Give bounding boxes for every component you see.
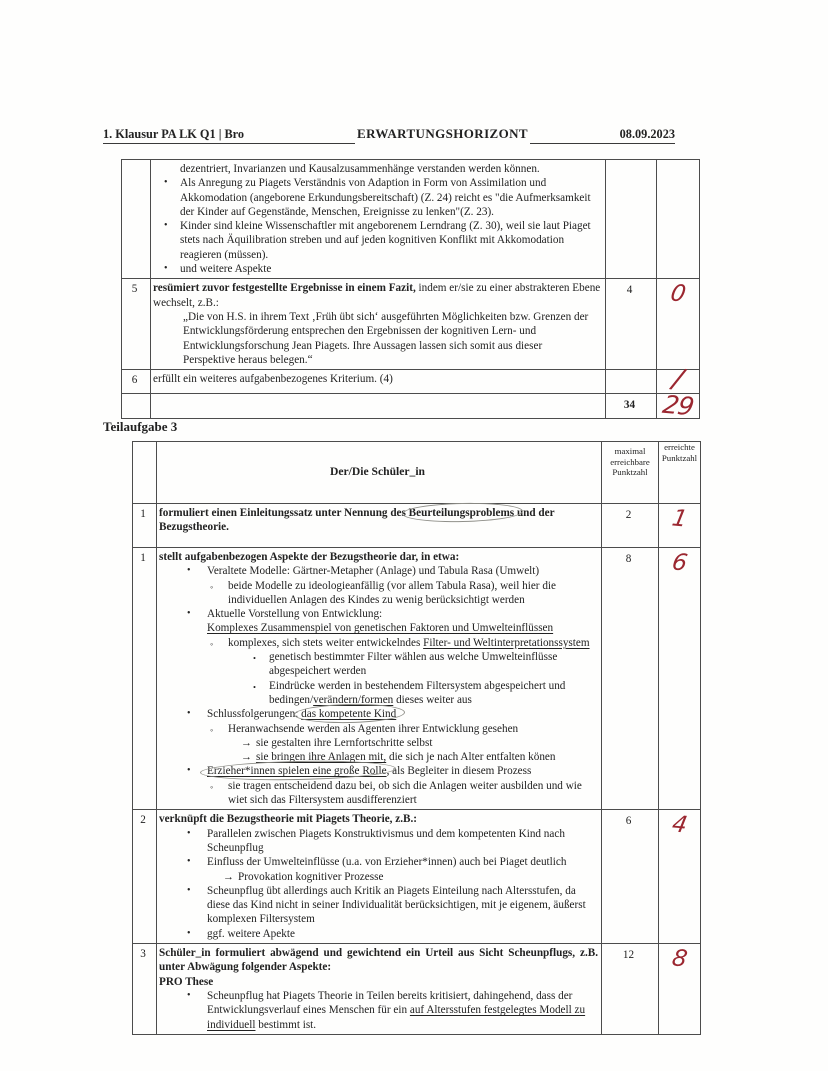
header-criteria-label: Der/Die Schüler_in <box>157 442 602 503</box>
max-points-cell: 12 <box>602 944 659 1034</box>
earned-points-cell <box>657 361 699 396</box>
max-points-cell: 34 <box>606 394 657 418</box>
table-row <box>133 548 700 810</box>
earned-points-cell <box>659 810 700 943</box>
row-number: 1 <box>133 548 157 809</box>
page-header <box>103 126 675 144</box>
handwritten-score: 8 <box>669 945 690 973</box>
text-segment: und der Bezugstheorie. <box>159 507 555 534</box>
earned-points-cell <box>659 548 700 809</box>
criteria-line: • Parallelen zwischen Piagets Konstruktivismus und dem kompetenten Kind nach Scheunpflug <box>187 827 565 854</box>
exam-date: 08.09.2023 <box>530 127 675 144</box>
row-number: 2 <box>133 810 157 943</box>
bullet-marker: • <box>187 927 191 939</box>
max-points-cell: 6 <box>602 810 659 943</box>
table-row <box>122 390 699 422</box>
handwritten-score: 1 <box>669 505 690 533</box>
criteria-cell <box>151 394 606 418</box>
table-row <box>133 944 700 1034</box>
exam-title: 1. Klausur PA LK Q1 | Bro <box>103 127 355 144</box>
text-segment: verändern/formen <box>313 693 394 706</box>
criteria-line: • Als Anregung zu Piagets Verständnis von Adaption in Form von Assimilation und Akkomodation (angeborene Erkundungsbereitschaft) (Z. 24) reicht es "die Aufmerksamkeit der Kinder auf Gegenstände, Menschen, Ereignisse zu lenken"(Z. 23). <box>164 177 591 218</box>
bullet-marker: • <box>187 765 191 777</box>
text-segment: auf Altersstufen festgelegtes Modell zu individuell <box>207 1004 586 1031</box>
text-segment: PRO These <box>159 975 214 988</box>
criteria-cell <box>151 370 606 393</box>
criteria-line: ◦ Heranwachsende werden als Agenten ihrer Entwicklung gesehen <box>157 722 598 736</box>
text-segment: Filter- und Weltinterpretationssystem <box>423 636 590 649</box>
header-max-points-label: maximal erreichbare Punktzahl <box>602 442 659 503</box>
criteria-line: • Eindrücke werden in bestehendem Filtersystem abgespeichert und bedingen/verändern/formen dieses weiter aus <box>253 679 566 706</box>
criteria-line <box>157 506 598 535</box>
criteria-cell <box>151 160 606 278</box>
section-title: Teilaufgabe 3 <box>103 419 178 434</box>
criteria-line: → Provokation kognitiver Prozesse <box>223 870 384 883</box>
criteria-table-teilaufgabe3 <box>132 441 701 1035</box>
earned-points-cell <box>657 160 699 278</box>
row-number <box>122 394 151 418</box>
bullet-marker: → <box>241 751 252 764</box>
bullet-marker: • <box>187 989 191 1001</box>
max-points-cell: 4 <box>606 279 657 369</box>
row-number <box>122 160 151 278</box>
criteria-line <box>157 975 598 989</box>
header-earned-points-label: erreichte Punktzahl <box>661 442 698 463</box>
criteria-table-teilaufgabe2 <box>121 159 700 422</box>
bullet-marker: • <box>164 263 168 275</box>
criteria-line: resümiert zuvor festgestellte Ergebnisse in einem Fazit, indem er/sie zu einer abstrakteren Ebene wechselt, z.B.: <box>153 282 601 309</box>
criteria-line: ◦ sie tragen entscheidend dazu bei, ob sich die Anlagen weiter ausbilden und wie wiet sich das Filtersystem ausdifferenziert <box>210 779 582 807</box>
criteria-line: ◦ komplexes, sich stets weiter entwickelndes Filter- und Weltinterpretationssystem <box>157 636 598 650</box>
text-segment: Schüler_in formuliert abwägend und gewichtend ein Urteil aus Sicht Scheunpflugs, z.B. unter Abwägung folgender Aspekte: <box>159 947 598 974</box>
max-points-cell: 2 <box>602 504 659 547</box>
handwritten-score: 0 <box>668 280 688 308</box>
header-number-cell <box>133 442 157 503</box>
bullet-marker: • <box>164 220 168 232</box>
criteria-line: • Veraltete Modelle: Gärtner-Metapher (Anlage) und Tabula Rasa (Umwelt) <box>187 565 540 578</box>
table-row <box>133 810 700 944</box>
criteria-line <box>157 946 598 975</box>
bullet-marker: • <box>253 653 256 664</box>
criteria-line: • und weitere Aspekte <box>164 263 272 276</box>
pencil-circle-annotation: Erzieher*innen spielen eine große Rolle <box>207 765 387 778</box>
criteria-line: → sie bringen ihre Anlagen mit, die sich je nach Alter entfalten könen <box>241 751 556 764</box>
criteria-line: dezentriert, Invarianzen und Kausalzusammenhänge verstanden werden können. <box>180 163 540 175</box>
handwritten-score: 6 <box>669 549 690 577</box>
bullet-marker: ◦ <box>210 781 214 792</box>
bullet-marker: • <box>187 827 191 839</box>
bullet-marker: → <box>241 736 252 749</box>
table-header-row <box>133 442 700 504</box>
criteria-line <box>157 550 598 564</box>
criteria-line: • Kinder sind kleine Wissenschaftler mit angeborenem Lerndrang (Z. 30), weil sie laut Piaget stets nach Äquilibration streben und auf jeden kognitiven Konflikt mit Akkomodation reagieren (müssen). <box>164 220 591 261</box>
max-points-cell: 8 <box>602 548 659 809</box>
criteria-line: • Aktuelle Vorstellung von Entwicklung: <box>187 608 383 621</box>
max-points-cell <box>606 160 657 278</box>
row-number: 3 <box>133 944 157 1034</box>
document-title: ERWARTUNGSHORIZONT <box>357 126 528 141</box>
table-row <box>122 160 699 279</box>
text-segment: resümiert zuvor festgestellte Ergebnisse in einem Fazit, <box>153 282 416 295</box>
criteria-line: • Scheunpflug übt allerdings auch Kritik an Piagets Einteilung nach Altersstufen, da diese das Kind nicht in seiner Individualität berücksichtigen, mit je eigenem, äußerst komplexen Filtersystem <box>187 884 586 926</box>
text-segment: formuliert einen Einleitungssatz unter Nennung des <box>159 507 409 519</box>
criteria-line: • genetisch bestimmter Filter wählen aus welche Umwelteinflüsse abgespeichert werden <box>253 651 558 678</box>
text-segment: stellt aufgabenbezogen Aspekte der Bezugstheorie dar, in etwa: <box>159 551 460 563</box>
bullet-marker: • <box>187 856 191 868</box>
earned-points-cell <box>659 944 700 1034</box>
criteria-cell <box>157 548 602 809</box>
criteria-line: „Die von H.S. in ihrem Text ‚Früh übt sich‘ ausgeführten Möglichkeiten bzw. Grenzen der Entwicklungsförderung entsprechen den Ergebnissen der kognitiven Lern- und Entwicklungsforschung Jean Piagets. Ihre Aussagen lassen sich somit aus dieser Perspektive heraus belegen.“ <box>183 310 589 366</box>
row-number: 6 <box>122 370 151 393</box>
max-points-cell <box>606 370 657 393</box>
bullet-marker: ◦ <box>210 724 214 735</box>
bullet-marker: • <box>187 565 191 577</box>
bullet-marker: • <box>253 681 256 692</box>
text-segment: verknüpft die Bezugstheorie mit Piagets Theorie, z.B.: <box>159 813 418 826</box>
handwritten-score: / <box>670 361 687 396</box>
criteria-line: • Einfluss der Umwelteinflüsse (u.a. von Erzieher*innen) auch bei Piaget deutlich <box>187 856 567 869</box>
criteria-line: • Erzieher*innen spielen eine große Rolle, als Begleiter in diesem Prozess <box>187 765 532 778</box>
bullet-marker: • <box>187 884 191 896</box>
criteria-line: → sie gestalten ihre Lernfortschritte selbst <box>241 736 433 749</box>
bullet-marker: → <box>223 870 234 883</box>
criteria-line: • Schlussfolgerungen: das kompetente Kind <box>187 708 397 721</box>
table-row <box>122 361 699 396</box>
bullet-marker: • <box>164 177 168 189</box>
row-number: 1 <box>133 504 157 547</box>
bullet-marker: ◦ <box>210 638 214 649</box>
criteria-cell <box>151 279 606 369</box>
criteria-line: ◦ beide Modelle zu ideologieanfällig (vor allem Tabula Rasa), weil hier die individuellen Anlagen des Kindes zu wenig berücksichtigt werden <box>210 579 556 606</box>
criteria-cell <box>157 504 602 547</box>
table-row <box>133 504 700 548</box>
bullet-marker: ◦ <box>210 581 214 592</box>
text-segment: Komplexes Zusammenspiel von genetischen Faktoren und Umwelteinflüssen <box>207 622 554 635</box>
table-row <box>122 279 699 370</box>
pencil-circle-annotation: Beurteilungsproblems <box>408 507 515 519</box>
earned-points-cell <box>659 504 700 547</box>
handwritten-score: 29 <box>660 390 696 422</box>
criteria-line: erfüllt ein weiteres aufgabenbezogenes Kriterium. (4) <box>153 373 393 386</box>
bullet-marker: • <box>187 608 191 620</box>
criteria-line: • Scheunpflug hat Piagets Theorie in Teilen bereits kritisiert, dahingehend, dass der Entwicklungsverlauf eines Menschen für ein auf Altersstufen festgelegtes Modell zu individuell bestimmt ist. <box>187 989 586 1031</box>
criteria-line <box>157 812 598 826</box>
earned-points-cell <box>657 390 699 422</box>
criteria-cell <box>157 944 602 1034</box>
pencil-circle-annotation: das kompetente Kind <box>301 708 397 721</box>
criteria-cell <box>157 810 602 943</box>
handwritten-score: 4 <box>669 811 690 839</box>
bullet-marker: • <box>187 708 191 720</box>
criteria-line: • ggf. weitere Apekte <box>187 927 295 940</box>
row-number: 5 <box>122 279 151 369</box>
earned-points-cell <box>657 279 699 369</box>
text-segment: sie bringen ihre Anlagen mit, <box>256 751 387 764</box>
criteria-line <box>157 621 598 635</box>
